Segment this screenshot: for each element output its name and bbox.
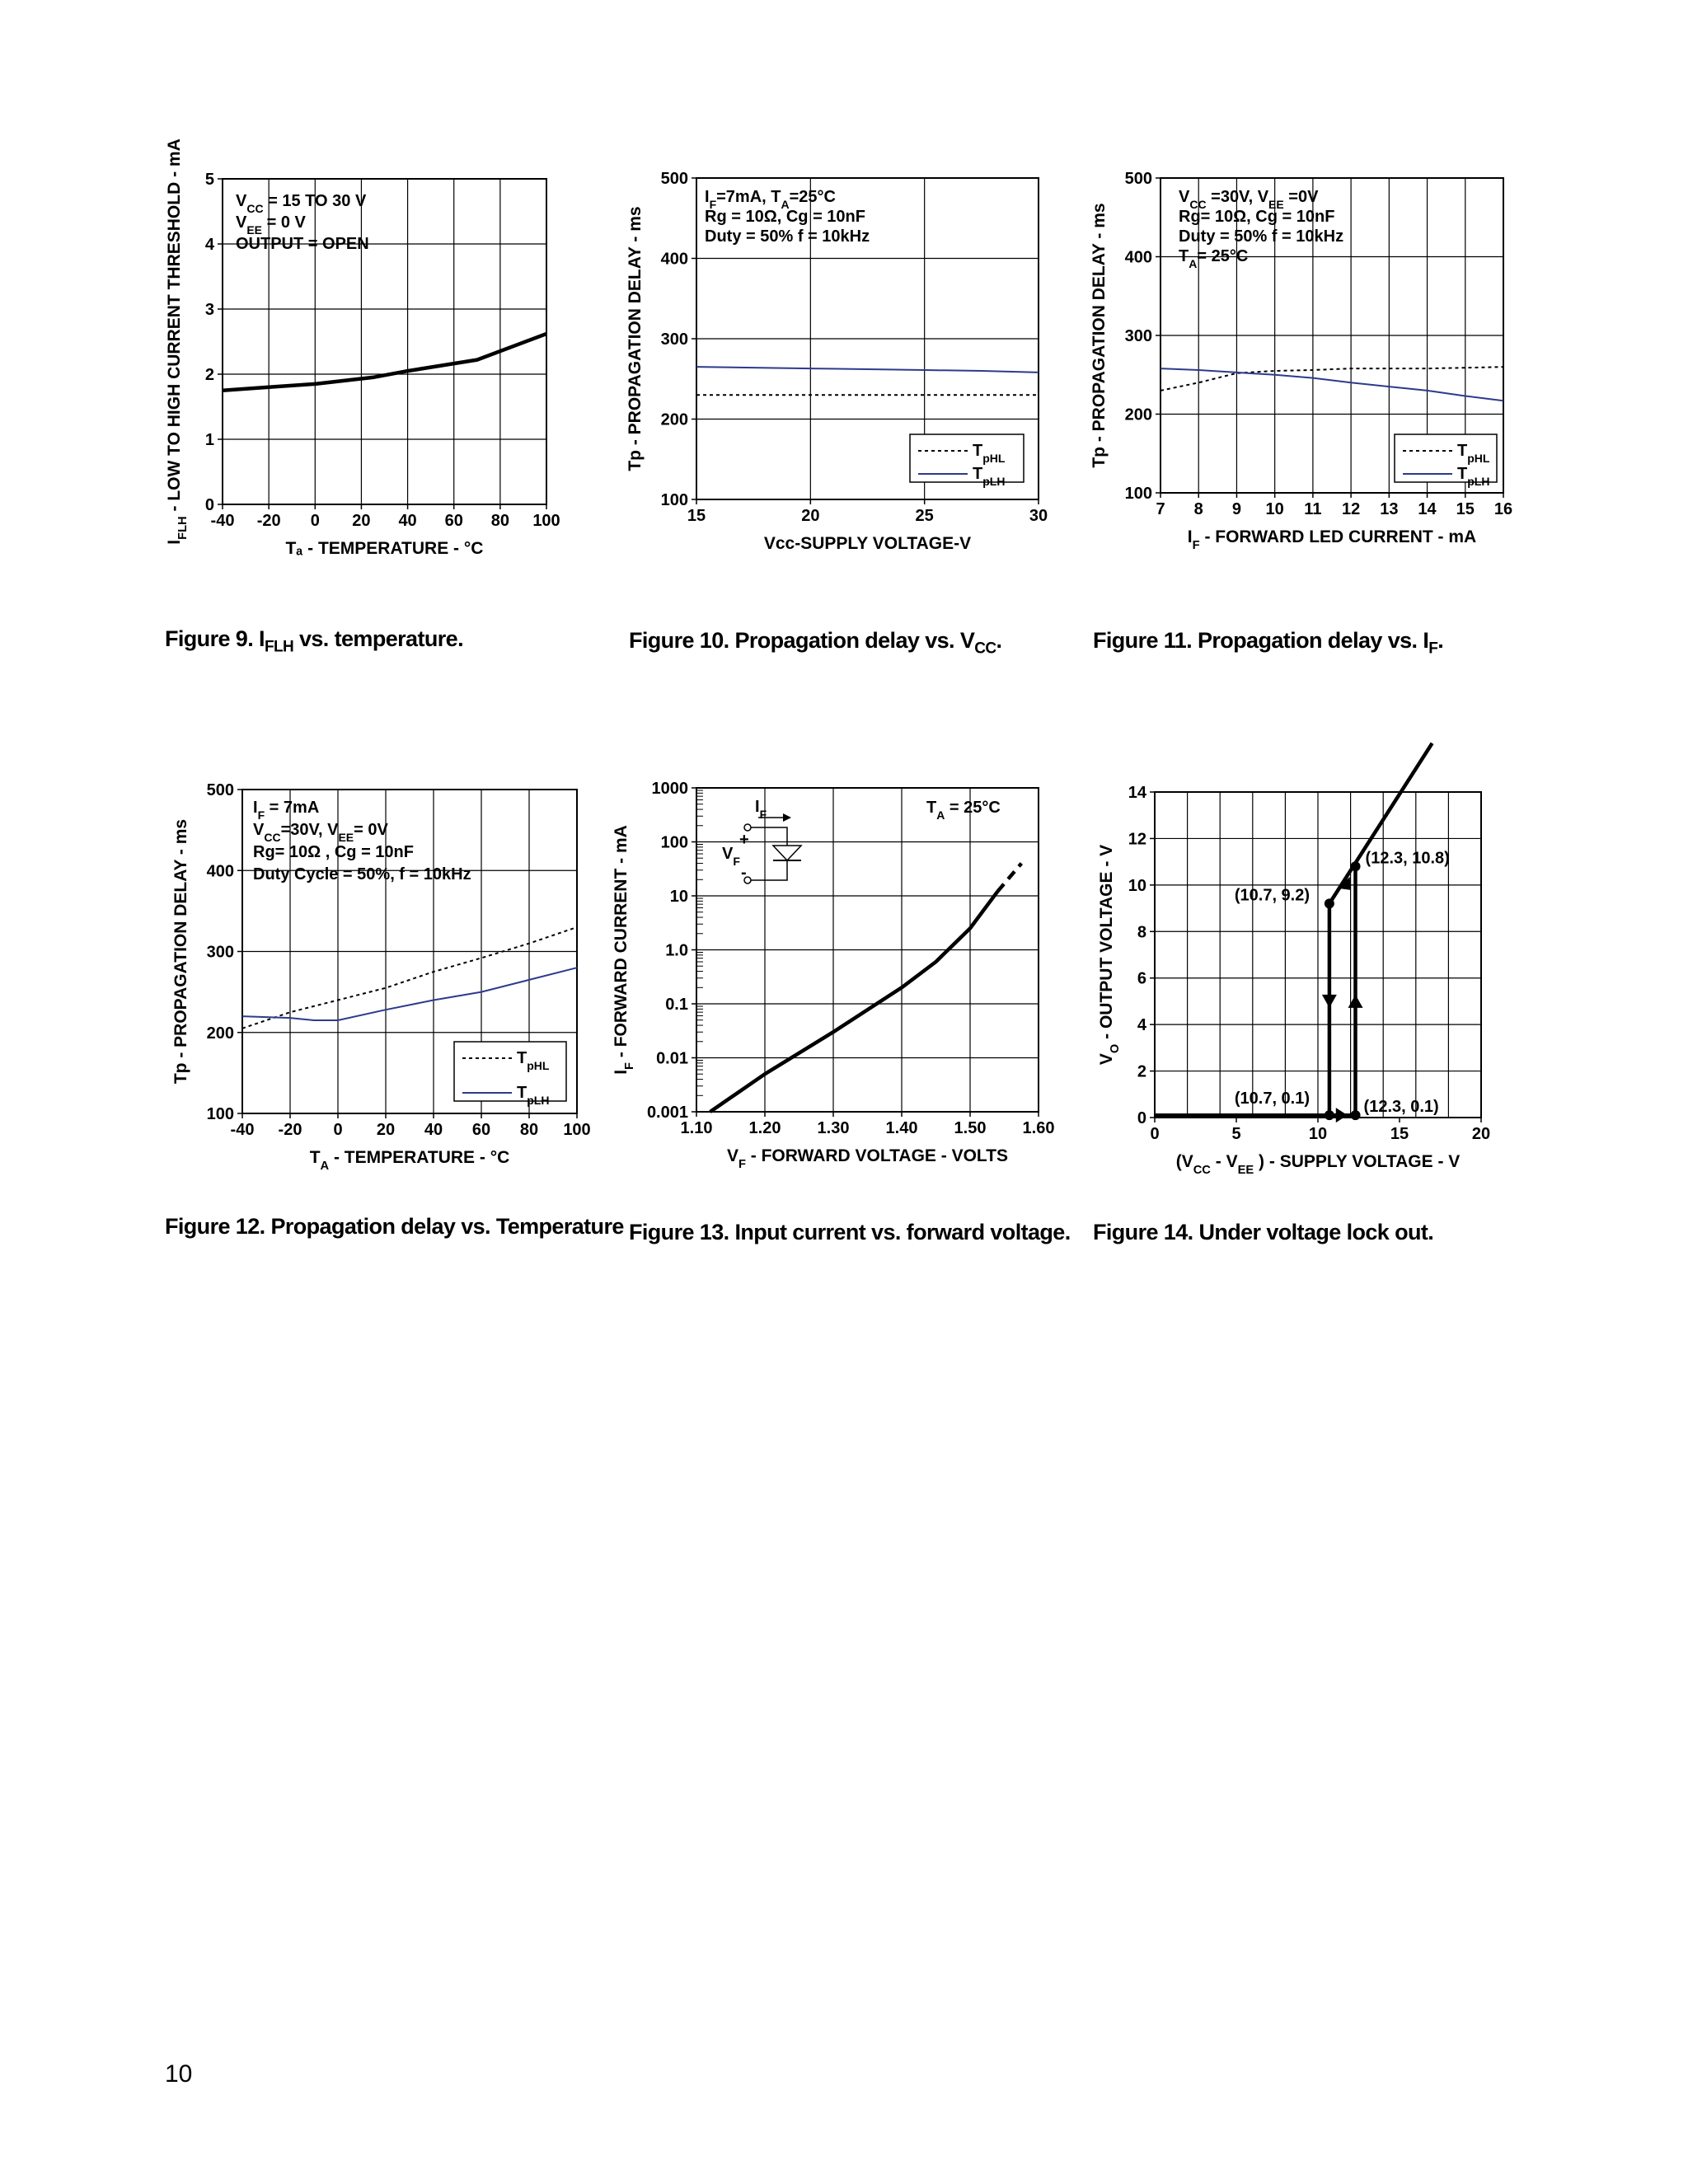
y-tick-label: 5 [204, 171, 214, 189]
x-tick-label: 15 [1390, 1125, 1409, 1143]
x-tick-label: 1.20 [748, 1119, 781, 1137]
x-tick-label: 10 [1265, 500, 1284, 518]
y-tick-label: 1000 [651, 780, 688, 798]
y-tick-label: 0 [1137, 1109, 1146, 1127]
x-tick-label: 1.60 [1022, 1119, 1055, 1137]
x-tick-label: 100 [563, 1121, 591, 1139]
y-axis-label: Tp - PROPAGATION DELAY - ms [171, 818, 190, 1085]
minus-label: - [741, 864, 747, 882]
caption-subscript: FLH [264, 638, 294, 656]
annotation-text: $T_A = 25^\circ C$ [926, 799, 1001, 822]
y-tick-label: 2 [204, 366, 214, 384]
y-tick-label: 8 [1137, 923, 1146, 942]
y-axis-label: $I_{FLH}$ - LOW TO HIGH CURRENT THRESHOLD - mA [165, 138, 190, 545]
y-tick-label: 14 [1128, 784, 1146, 802]
caption-subscript: F [1428, 640, 1438, 658]
y-tick-label: 200 [206, 1024, 234, 1043]
annotation-text: $T_A= 25^\circ C$ [1179, 247, 1249, 270]
y-tick-label: 0.001 [646, 1104, 688, 1122]
caption-text: Figure 14. Under voltage lock out. [1093, 1220, 1434, 1244]
y-tick-label: 400 [1124, 248, 1152, 267]
data-point [1325, 898, 1334, 908]
x-axis-label: $V_F$ - FORWARD VOLTAGE - VOLTS [726, 1146, 1009, 1171]
annotation-text: $V_{EE} = 0$ V [236, 213, 306, 237]
point-label: (10.7, 0.1) [1234, 1090, 1311, 1108]
y-tick-label: 100 [660, 491, 688, 509]
data-point [1325, 1110, 1334, 1120]
x-tick-label: -40 [210, 512, 235, 530]
annotation-text: $I_F=7mA$, $T_A=25^\circ C$ [705, 188, 836, 211]
x-tick-label: -20 [256, 512, 281, 530]
y-tick-label: 0.01 [656, 1049, 688, 1068]
y-tick-label: 100 [660, 833, 688, 852]
y-tick-label: 1.0 [665, 941, 688, 960]
x-tick-label: 7 [1156, 500, 1165, 518]
x-tick-label: 13 [1380, 500, 1399, 518]
y-tick-label: 300 [1124, 327, 1152, 345]
x-tick-label: 1.50 [954, 1119, 987, 1137]
annotation-text: Duty = 50% f = 10kHz [705, 227, 870, 246]
annotation-text: Rg= 10Ω, Cg = 10nF [1179, 208, 1335, 226]
y-tick-label: 300 [206, 943, 234, 962]
x-tick-label: 11 [1304, 500, 1322, 518]
x-tick-label: 25 [915, 507, 934, 525]
legend-box [910, 434, 1024, 482]
annotation-text: Duty Cycle = 50%, f = 10kHz [253, 865, 471, 883]
y-tick-label: 100 [1124, 485, 1152, 503]
page-number: 10 [165, 2060, 193, 2088]
y-tick-label: 200 [660, 410, 688, 429]
x-tick-label: 1.30 [817, 1119, 850, 1137]
x-tick-label: 15 [1456, 500, 1475, 518]
point-label: (10.7, 9.2) [1234, 886, 1311, 905]
x-axis-label: $I_F$ - FORWARD LED CURRENT - mA [1187, 527, 1477, 552]
x-tick-label: 16 [1493, 500, 1513, 518]
x-tick-label: 20 [801, 507, 820, 525]
fig10-chart [626, 170, 1048, 553]
y-tick-label: 4 [1137, 1016, 1146, 1035]
voltage-label: $V_F$ [722, 845, 740, 868]
y-axis-label: $I_F$ - FORWARD CURRENT - mA [612, 825, 636, 1075]
x-tick-label: -20 [278, 1121, 302, 1139]
caption-text: . [996, 628, 1002, 653]
x-tick-label: 60 [471, 1121, 491, 1139]
x-axis-label: ($V_{CC} - V_{EE}$ ) - SUPPLY VOLTAGE - V [1175, 1152, 1461, 1177]
y-tick-label: 2 [1137, 1062, 1146, 1081]
x-tick-label: 60 [444, 512, 463, 530]
y-tick-label: 6 [1137, 969, 1146, 988]
x-tick-label: 0 [333, 1121, 343, 1139]
caption-text: Figure 13. Input current vs. forward voltage. [629, 1220, 1071, 1244]
annotation-text: $V_{CC} =30V$, $V_{EE} =0V$ [1179, 188, 1319, 211]
x-tick-label: 9 [1231, 500, 1242, 518]
legend-label: $T_{pLH}$ [1457, 465, 1490, 488]
fig9-chart [165, 138, 560, 558]
y-tick-label: 500 [206, 781, 234, 799]
legend-label: $T_{pLH}$ [973, 465, 1006, 488]
caption-text: . [1437, 628, 1444, 653]
x-tick-label: 8 [1193, 500, 1203, 518]
point-label: (12.3, 10.8) [1365, 849, 1450, 868]
x-tick-label: 80 [519, 1121, 539, 1139]
fig14-chart [1097, 743, 1490, 1177]
y-axis-label: $V_O$ - OUTPUT VOLTAGE - V [1097, 844, 1122, 1066]
fig12-chart [171, 781, 591, 1173]
y-tick-label: 3 [204, 301, 214, 319]
x-axis-label: Vcc-SUPPLY VOLTAGE-V [763, 534, 972, 553]
x-tick-label: 20 [1471, 1125, 1491, 1143]
y-tick-label: 10 [669, 888, 688, 906]
fig11-chart [1090, 170, 1512, 552]
x-tick-label: 0 [1150, 1125, 1160, 1143]
x-tick-label: -40 [230, 1121, 255, 1139]
x-tick-label: 20 [352, 512, 371, 530]
data-point [1351, 1110, 1361, 1120]
x-tick-label: 30 [1029, 507, 1048, 525]
annotation-text: OUTPUT = OPEN [236, 235, 369, 253]
plus-label: + [739, 831, 749, 849]
x-tick-label: 10 [1308, 1125, 1328, 1143]
y-tick-label: 10 [1128, 876, 1146, 895]
x-tick-label: 40 [398, 512, 417, 530]
x-tick-label: 80 [490, 512, 509, 530]
y-tick-label: 12 [1128, 830, 1146, 849]
x-tick-label: 40 [424, 1121, 443, 1139]
annotation-text: $I_F = 7mA$ [253, 799, 320, 822]
legend-label: $T_{pLH}$ [517, 1084, 550, 1107]
y-axis-label: Tp - PROPAGATION DELAY - ms [626, 206, 645, 471]
x-tick-label: 1.10 [680, 1119, 713, 1137]
annotation-text: Rg= 10Ω , Cg = 10nF [253, 843, 414, 861]
legend-label: $T_{pHL}$ [517, 1049, 550, 1072]
x-tick-label: 100 [532, 512, 560, 530]
y-tick-label: 200 [1124, 405, 1152, 424]
x-tick-label: 1.40 [885, 1119, 918, 1137]
legend-label: $T_{pHL}$ [1457, 442, 1490, 465]
x-axis-label: $T_A$ - TEMPERATURE - °C [309, 1148, 510, 1173]
caption-text: vs. temperature. [293, 626, 463, 651]
annotation-text: $V_{CC} = 15$ TO 30 V [236, 192, 367, 215]
legend-label: $T_{pHL}$ [973, 442, 1006, 465]
y-tick-label: 100 [206, 1105, 234, 1123]
data-point [1351, 861, 1361, 871]
annotation-text: $V_{CC}=30V$, $V_{EE}= 0V$ [253, 821, 388, 844]
terminal-icon [744, 824, 751, 831]
caption-text: Figure 10. Propagation delay vs. V [629, 628, 975, 653]
y-tick-label: 0 [204, 496, 214, 514]
y-axis-label: Tp - PROPAGATION DELAY - ms [1090, 203, 1109, 468]
y-tick-label: 400 [660, 250, 688, 269]
y-tick-label: 4 [204, 236, 214, 254]
annotation-text: Rg = 10Ω, Cg = 10nF [705, 208, 865, 226]
y-tick-label: 400 [206, 862, 234, 881]
x-tick-label: 15 [687, 507, 706, 525]
x-tick-label: 12 [1341, 500, 1361, 518]
x-tick-label: 14 [1418, 500, 1437, 518]
x-axis-label: Tₐ - TEMPERATURE - °C [285, 539, 484, 558]
y-tick-label: 0.1 [665, 996, 688, 1014]
caption-text: Figure 12. Propagation delay vs. Temperature [165, 1214, 624, 1239]
point-label: (12.3, 0.1) [1363, 1098, 1439, 1117]
caption-subscript: CC [974, 640, 996, 658]
y-tick-label: 300 [660, 330, 688, 349]
y-tick-label: 500 [660, 170, 688, 188]
x-tick-label: 5 [1231, 1125, 1241, 1143]
x-tick-label: 0 [310, 512, 320, 530]
caption-text: Figure 9. I [165, 626, 265, 651]
fig13-chart [612, 780, 1054, 1171]
x-tick-label: 20 [376, 1121, 396, 1139]
annotation-text: Duty = 50% f = 10kHz [1179, 227, 1344, 246]
caption-text: Figure 11. Propagation delay vs. I [1093, 628, 1429, 653]
current-label: $I_F$ [755, 798, 767, 821]
y-tick-label: 1 [204, 431, 214, 449]
y-tick-label: 500 [1124, 170, 1152, 188]
